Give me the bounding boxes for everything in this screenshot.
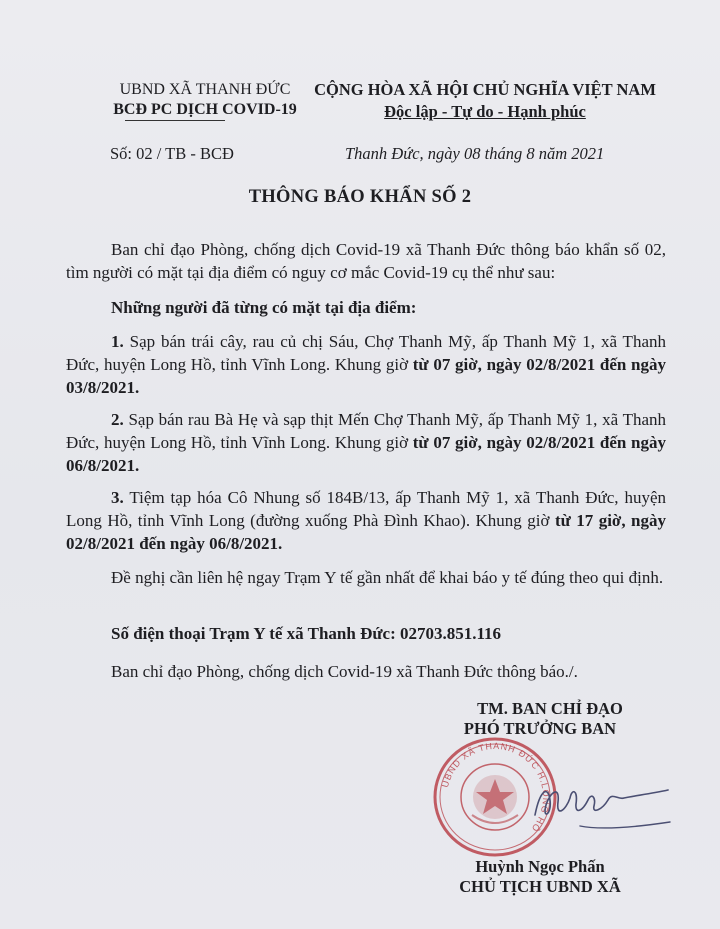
item-time: từ 17 giờ, ngày 02/8/2021 đến ngày 06/8/2021. <box>66 511 666 553</box>
list-item <box>66 408 666 477</box>
country-name: CỘNG HÒA XÃ HỘI CHỦ NGHĨA VIỆT NAM <box>314 80 656 99</box>
national-motto-text: Độc lập - Tự do - Hạnh phúc <box>384 102 586 121</box>
list-item <box>66 330 666 399</box>
signature-title-2: PHÓ TRƯỞNG BAN <box>463 719 617 738</box>
item-number: 1. <box>111 332 124 351</box>
closing-line: Ban chỉ đạo Phòng, chống dịch Covid-19 xã Thanh Đức thông báo./. <box>111 662 578 681</box>
item-time: từ 07 giờ, ngày 02/8/2021 đến ngày 06/8/2021. <box>66 433 666 475</box>
org-underline <box>125 120 225 121</box>
national-motto <box>300 102 670 122</box>
item-text: Sạp bán rau Bà Hẹ và sạp thịt Mến Chợ Thanh Mỹ, ấp Thanh Mỹ 1, xã Thanh Đức, huyện Long Hồ, tỉnh Vĩnh Long. Khung giờ <box>66 410 666 452</box>
org-name: UBND XÃ THANH ĐỨC <box>119 81 291 98</box>
svg-text:UBND XÃ THANH ĐỨC H.LONG HỒ: UBND XÃ THANH ĐỨC H.LONG HỒ <box>439 740 552 835</box>
handwritten-signature-icon <box>520 770 680 840</box>
intro-paragraph: Ban chỉ đạo Phòng, chống dịch Covid-19 xã Thanh Đức thông báo khẩn số 02, tìm người có mặt tại địa điểm có nguy cơ mắc Covid-19 cụ thể như sau: <box>66 240 666 282</box>
list-item <box>66 486 666 555</box>
signer-position: CHỦ TỊCH UBND XÃ <box>459 877 621 896</box>
item-number: 2. <box>111 410 124 429</box>
signature-title-1: TM. BAN CHỈ ĐẠO <box>477 699 623 718</box>
doc-number: Số: 02 / TB - BCĐ <box>110 144 234 163</box>
place-date: Thanh Đức, ngày 08 tháng 8 năm 2021 <box>345 144 605 163</box>
item-number: 3. <box>111 488 124 507</box>
request-paragraph: Đề nghị cần liên hệ ngay Trạm Y tế gần nhất để khai báo y tế đúng theo qui định. <box>111 568 664 587</box>
org-committee-text: BCĐ PC DỊCH COVID-19 <box>113 101 297 118</box>
item-text: Tiệm tạp hóa Cô Nhung số 184B/13, ấp Thanh Mỹ 1, xã Thanh Đức, huyện Long Hồ, tỉnh Vĩnh Long (đường xuống Phà Đình Khao). Khung giờ <box>66 488 666 530</box>
subheading: Những người đã từng có mặt tại địa điểm: <box>111 298 417 317</box>
page-title: THÔNG BÁO KHẨN SỐ 2 <box>248 187 472 207</box>
signer-name: Huỳnh Ngọc Phấn <box>475 857 605 876</box>
item-time: từ 07 giờ, ngày 02/8/2021 đến ngày 03/8/2021. <box>66 355 666 397</box>
phone-line: Số điện thoại Trạm Y tế xã Thanh Đức: 02703.851.116 <box>111 624 502 643</box>
item-text: Sạp bán trái cây, rau củ chị Sáu, Chợ Thanh Mỹ, ấp Thanh Mỹ 1, xã Thanh Đức, huyện Long Hồ, tỉnh Vĩnh Long. Khung giờ <box>66 332 666 374</box>
